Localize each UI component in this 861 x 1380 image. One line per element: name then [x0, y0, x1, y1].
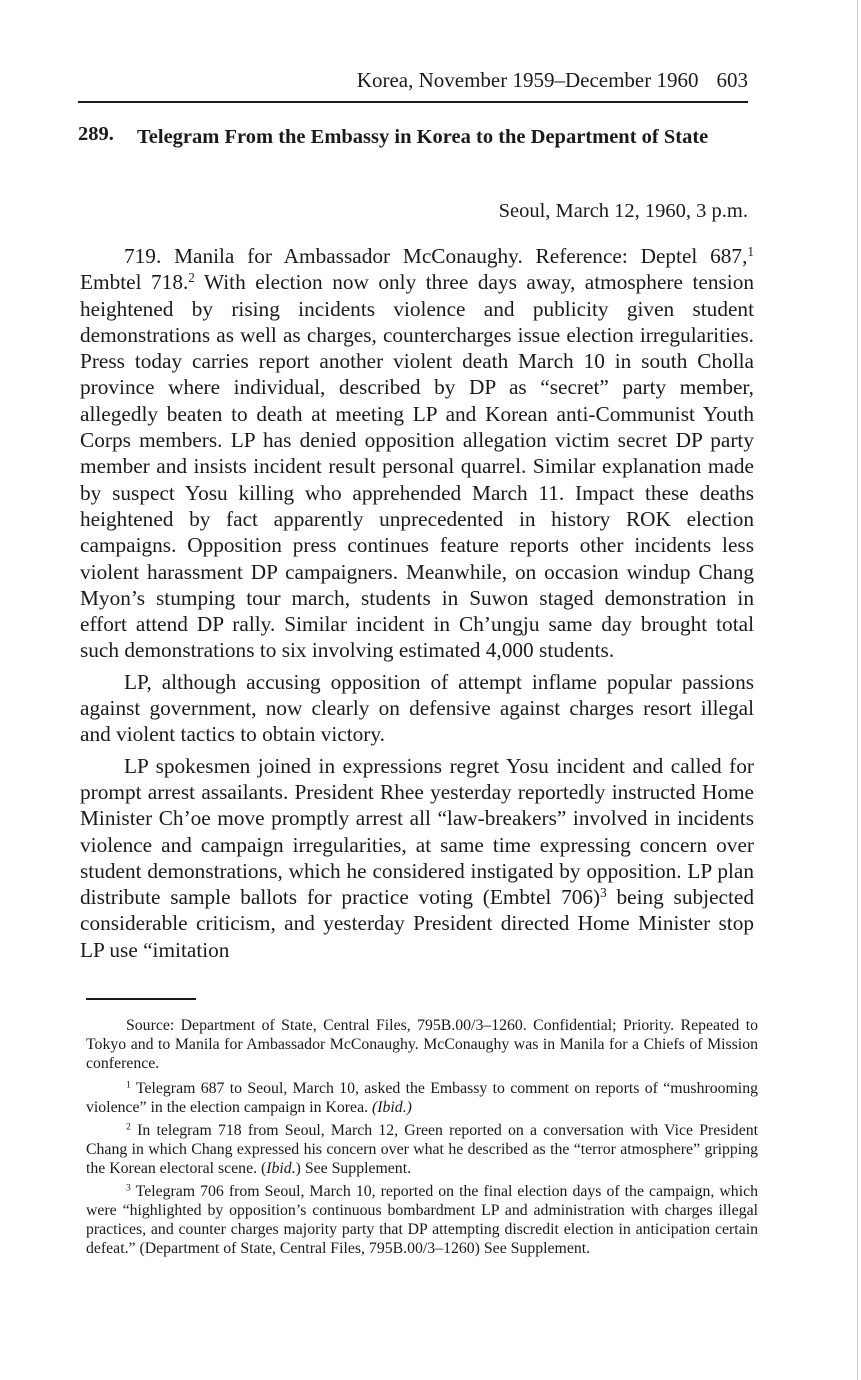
footnote-2-marker: 2: [126, 1121, 131, 1133]
header-rule: [78, 101, 748, 103]
footnote-3-marker: 3: [126, 1182, 131, 1194]
document-title: Telegram From the Embassy in Korea to the Department of State: [137, 126, 709, 148]
dateline: Seoul, March 12, 1960, 3 p.m.: [498, 200, 748, 222]
p1-text-c: With election now only three days away, atmosphere tension heightened by rising incidents violence and publicity given student demonstrations as well as charges, countercharges issue election irregularities. Press today carries report another violent death March 10 in south Cholla province where individual, described by DP as “secret” party member, allegedly beaten to death at meeting LP and Korean anti-Communist Youth Corps members. LP has denied opposition allegation victim secret DP party member and insists incident result personal quarrel. Similar explanation made by suspect Yosu killing who apprehended March 11. Impact these deaths heightened by fact apparently unprecedented in history ROK election campaigns. Opposition press continues feature reports other incidents less violent harassment DP campaigners. Meanwhile, on occasion windup Chang Myon’s stumping tour march, students in Suwon staged demonstration in effort attend DP rally. Similar incident in Ch’ungju same day brought total such demonstrations to six involving estimated 4,000 students.: [80, 270, 754, 663]
footnote-2-ibid: Ibid.: [266, 1160, 296, 1177]
p3-text-a: LP spokesmen joined in expressions regret Yosu incident and called for prompt arrest assailants. President Rhee yesterday reportedly instructed Home Minister Ch’oe move promptly arrest all “law-breakers” involved in incidents violence and campaign irregularities, at same time expressing concern over student demonstrations, which he considered instigated by opposition. LP plan distribute sample ballots for practice voting (Embtel 706): [80, 753, 754, 910]
footnote-3-text: Telegram 706 from Seoul, March 10, reported on the final election days of the campaign, which were “highlighted by opposition’s continuous bombardment LP and administration with charges illegal practices, and counter charges majority party that DP attempting discredit election in anticipation certain defeat.” (Department of State, Central Files, 795B.00/3–1260) See Supplement.: [86, 1183, 758, 1257]
telegram-body: [80, 243, 754, 968]
page-number: 603: [716, 68, 748, 92]
p3-text-b: being subjected considerable criticism, and yesterday President directed Home Minister stop LP use “imitation: [80, 885, 754, 962]
document-number: 289.: [78, 123, 114, 145]
page-edge-line: [857, 0, 858, 1380]
footnote-ref-2: 2: [188, 270, 195, 286]
footnote-2: [86, 1121, 758, 1178]
p1-text-a: 719. Manila for Ambassador McConaughy. Reference: Deptel 687,: [124, 244, 748, 268]
footnote-ref-1: 1: [747, 243, 754, 259]
footnote-1-text: Telegram 687 to Seoul, March 10, asked the Embassy to comment on reports of “mushrooming violence” in the election campaign in Korea.: [86, 1080, 758, 1116]
footnote-1-ibid: (Ibid.): [371, 1099, 412, 1116]
footnote-2-text: In telegram 718 from Seoul, March 12, Green reported on a conversation with Vice President Chang in which Chang expressed his concern over what he described as the “terror atmosphere” gripping the Korean electoral scene. (: [86, 1122, 758, 1177]
footnote-rule: [86, 998, 196, 1000]
body-paragraph-1: [80, 243, 754, 664]
running-header: [78, 68, 748, 98]
footnote-1: [86, 1079, 758, 1117]
footnote-2-text-after: ) See Supplement.: [295, 1160, 412, 1177]
footnotes: [86, 1016, 758, 1262]
footnote-1-marker: 1: [126, 1079, 131, 1091]
body-paragraph-3: [80, 753, 754, 963]
p1-text-b: Embtel 718.: [80, 270, 189, 295]
body-paragraph-2: LP, although accusing opposition of attempt inflame popular passions against government, now clearly on defensive against charges resort illegal and violent tactics to obtain victory.: [80, 669, 754, 747]
footnote-ref-3: 3: [600, 884, 607, 900]
source-note: Source: Department of State, Central Files, 795B.00/3–1260. Confidential; Priority. Repeated to Tokyo and to Manila for Ambassador McConaughy. McConaughy was in Manila for a Chiefs of Mission conference.: [86, 1017, 758, 1072]
footnote-3: [86, 1182, 758, 1258]
running-title: Korea, November 1959–December 1960: [356, 68, 699, 92]
